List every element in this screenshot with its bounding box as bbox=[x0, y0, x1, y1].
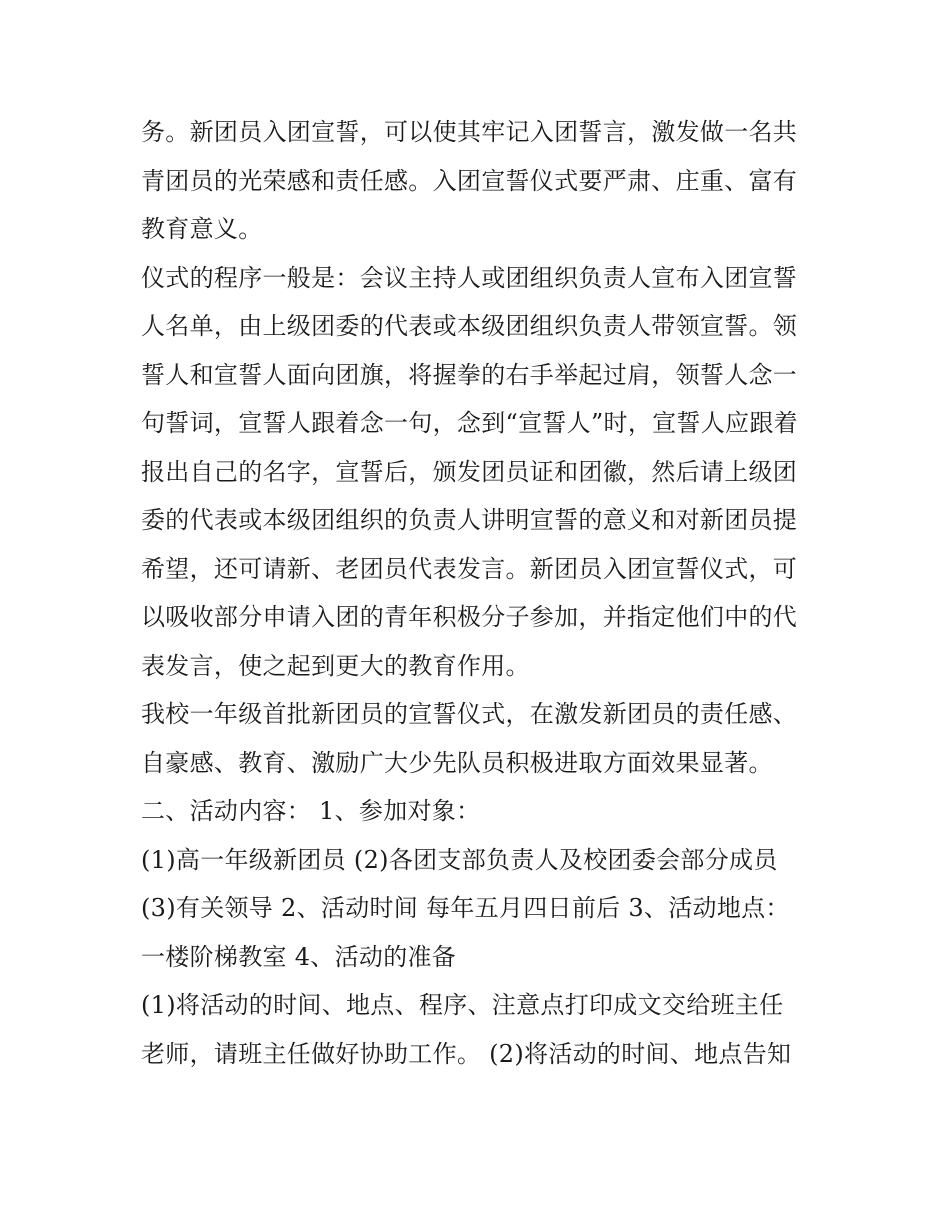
text-line: 句誓词，宣誓人跟着念一句，念到“宣誓人”时，宣誓人应跟着 bbox=[141, 409, 798, 437]
text-line: 誓人和宣誓人面向团旗，将握拳的右手举起过肩，领誓人念一 bbox=[141, 360, 798, 389]
text-line: 报出自己的名字，宣誓后，颁发团员证和团徽，然后请上级团 bbox=[141, 457, 798, 486]
document-body bbox=[141, 108, 821, 1078]
text-line: 二、活动内容： 1、参加对象： bbox=[141, 797, 481, 825]
text-line: 表发言，使之起到更大的教育作用。 bbox=[141, 651, 530, 680]
text-line: 教育意义。 bbox=[141, 215, 263, 243]
text-line: 委的代表或本级团组织的负责人讲明宣誓的意义和对新团员提 bbox=[141, 506, 798, 534]
text-line: 自豪感、教育、激励广大少先队员积极进取方面效果显著。 bbox=[141, 748, 773, 777]
text-line: 希望，还可请新、老团员代表发言。新团员入团宣誓仪式，可 bbox=[141, 554, 798, 583]
text-line: 我校一年级首批新团员的宣誓仪式，在激发新团员的责任感、 bbox=[141, 700, 798, 728]
text-line: 一楼阶梯教室 4、活动的准备 bbox=[141, 942, 457, 971]
text-line: (3)有关领导 2、活动时间 每年五月四日前后 3、活动地点： bbox=[141, 894, 790, 922]
text-line: 务。新团员入团宣誓，可以使其牢记入团誓言，激发做一名共 bbox=[141, 118, 798, 146]
text-line: 以吸收部分申请入团的青年积极分子参加，并指定他们中的代 bbox=[141, 603, 798, 631]
text-line: 青团员的光荣感和责任感。入团宣誓仪式要严肃、庄重、富有 bbox=[141, 166, 798, 195]
text-line: (1)高一年级新团员 (2)各团支部负责人及校团委会部分成员 bbox=[141, 845, 778, 874]
text-line: (1)将活动的时间、地点、程序、注意点打印成文交给班主任 bbox=[141, 991, 784, 1019]
text-line: 人名单，由上级团委的代表或本级团组织负责人带领宣誓。领 bbox=[141, 312, 798, 340]
text-line: 老师，请班主任做好协助工作。 (2)将活动的时间、地点告知 bbox=[141, 1039, 792, 1068]
text-line: 仪式的程序一般是：会议主持人或团组织负责人宣布入团宣誓 bbox=[141, 263, 798, 292]
